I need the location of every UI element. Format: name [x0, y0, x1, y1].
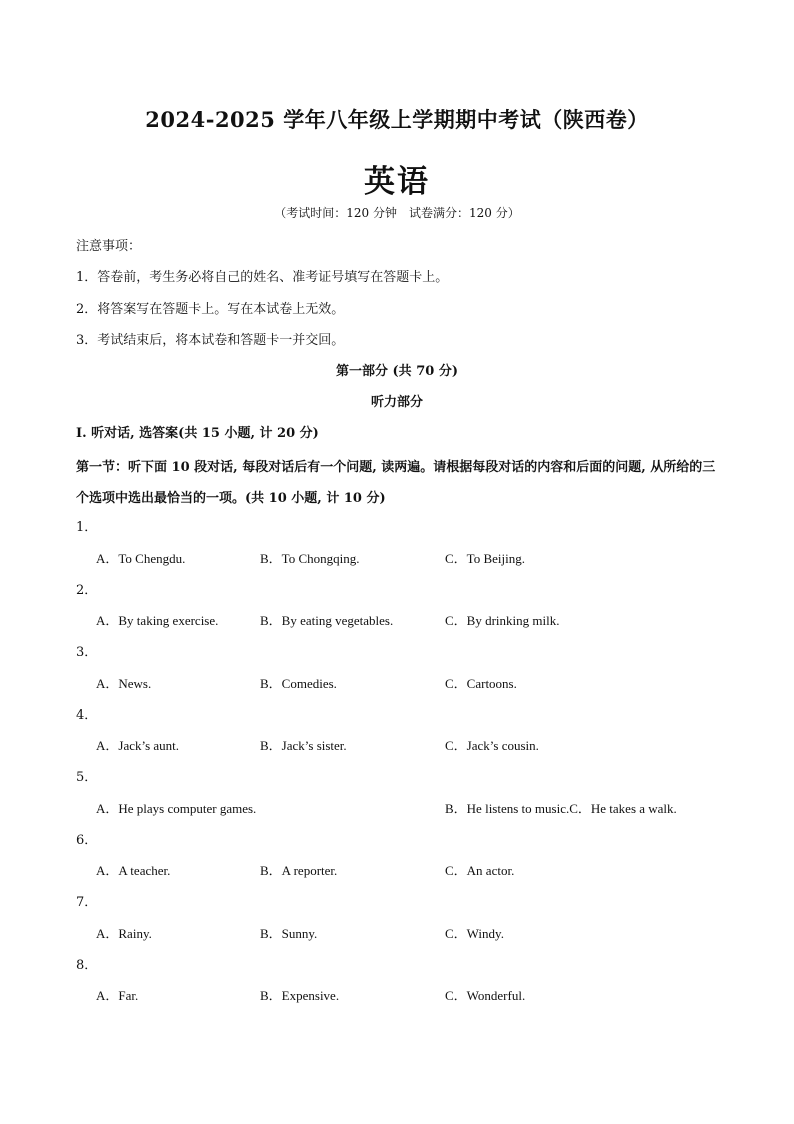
question-number: 1． [76, 520, 98, 535]
option-c: C．An actor. [445, 863, 515, 878]
option-c: C．Windy. [445, 926, 504, 941]
question-number: 4． [76, 708, 98, 723]
option-c: C．By drinking milk. [445, 613, 560, 628]
option-b: B．Jack’s sister. [260, 738, 347, 753]
option-b: B．To Chongqing. [260, 551, 360, 566]
notice-heading: 注意事项： [76, 239, 142, 254]
section-i-title: I. 听对话, 选答案(共 15 小题, 计 20 分) [76, 426, 319, 441]
option-b: B．A reporter. [260, 863, 338, 878]
option-a: A．News. [96, 676, 152, 691]
option-b-c: B．He listens to music.C．He takes a walk. [445, 801, 677, 816]
option-b: B．By eating vegetables. [260, 613, 394, 628]
option-c: C．Cartoons. [445, 676, 517, 691]
notice-item-1: 1．答卷前，考生务必将自己的姓名、准考证号填写在答题卡上。 [76, 270, 449, 285]
option-a: A．Jack’s aunt. [96, 738, 180, 753]
question-number: 3． [76, 645, 98, 660]
question-number: 7． [76, 895, 98, 910]
listening-subtitle: 听力部分 [370, 395, 423, 410]
exam-title: 2024-2025 学年八年级上学期期中考试（陕西卷） [145, 107, 649, 132]
option-a: A．By taking exercise. [96, 613, 219, 628]
option-a: A．He plays computer games. [96, 801, 257, 816]
option-c: C．Wonderful. [445, 988, 526, 1003]
part-one-title: 第一部分 (共 70 分) [336, 364, 458, 379]
option-c: C．To Beijing. [445, 551, 525, 566]
option-a: A．A teacher. [96, 863, 171, 878]
option-a: A．To Chengdu. [96, 551, 186, 566]
notice-item-2: 2．将答案写在答题卡上。写在本试卷上无效。 [76, 302, 345, 317]
option-a: A．Far. [96, 988, 139, 1003]
exam-info: （考试时间：120 分钟 试卷满分：120 分） [274, 206, 520, 220]
option-a: A．Rainy. [96, 926, 152, 941]
option-b: B．Sunny. [260, 926, 318, 941]
notice-item-3: 3．考试结束后，将本试卷和答题卡一并交回。 [76, 333, 345, 348]
question-number: 2． [76, 583, 98, 598]
subject-title: 英语 [364, 164, 430, 200]
option-b: B．Comedies. [260, 676, 337, 691]
question-number: 5． [76, 770, 98, 785]
question-number: 6． [76, 833, 98, 848]
option-c: C．Jack’s cousin. [445, 738, 539, 753]
option-b: B．Expensive. [260, 988, 340, 1003]
question-number: 8． [76, 958, 98, 973]
section-description: 第一节：听下面 10 段对话, 每段对话后有一个问题, 读两遍。请根据每段对话的内容和后面的问题, 从所给的三个选项中选出最恰当的一项。(共 10 小题, 计 10 分) [76, 460, 716, 506]
